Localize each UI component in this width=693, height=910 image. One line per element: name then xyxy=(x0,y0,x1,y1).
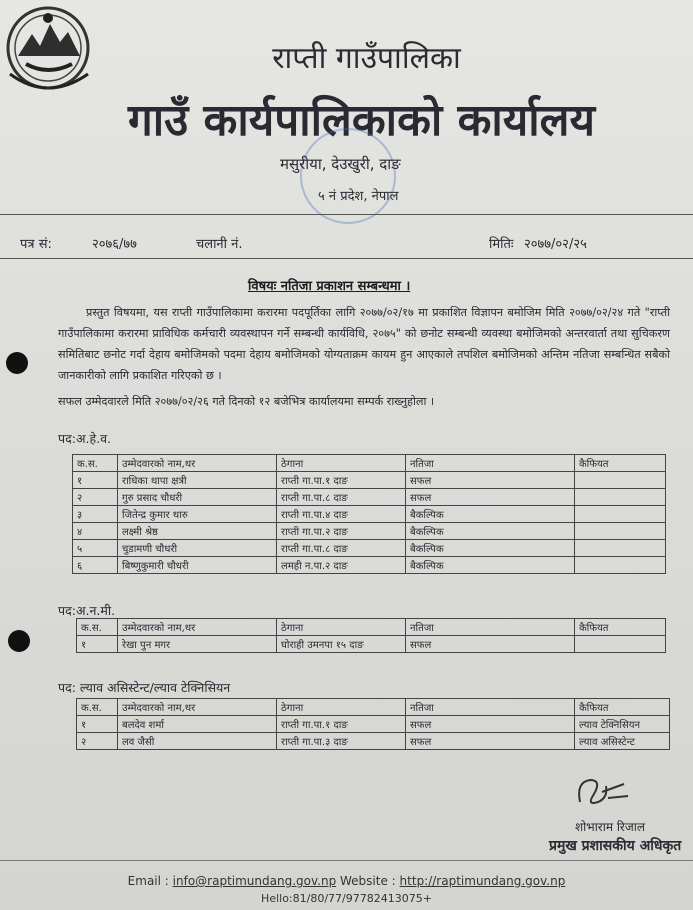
table-row: ४ लक्ष्मी श्रेष्ठ राप्ती गा.पा.२ दाङ बैकल्पिक xyxy=(73,523,666,540)
col-remarks: कैफियत xyxy=(575,455,666,472)
table-row: १ रेखा पुन मगर घोराही उमनपा १५ दाङ सफल xyxy=(77,636,666,653)
table-row: २ लव जैसी राप्ती गा.पा.३ दाङ सफल ल्याव असिस्टेन्ट xyxy=(77,733,670,750)
website-link[interactable]: http://raptimundang.gov.np xyxy=(399,874,566,888)
results-table-lab xyxy=(76,698,670,750)
col-address: ठेगाना xyxy=(277,455,406,472)
post-title-anm: पद:अ.न.मी. xyxy=(58,603,116,618)
footer-contact xyxy=(0,874,693,888)
col-sn: क.स. xyxy=(77,699,118,716)
table-row: १ राधिका थापा क्षत्री राप्ती गा.पा.१ दाङ सफल xyxy=(73,472,666,489)
punch-hole xyxy=(8,630,30,652)
office-province: ५ नं प्रदेश, नेपाल xyxy=(318,189,399,204)
col-address: ठेगाना xyxy=(277,699,406,716)
date-label: मितिः xyxy=(489,237,514,252)
table-header-row xyxy=(77,619,666,636)
col-remarks: कैफियत xyxy=(575,699,670,716)
website-label: Website : xyxy=(340,874,396,888)
table-header-row xyxy=(73,455,666,472)
results-table-ahw xyxy=(72,454,666,574)
office-name: गाउँ कार्यपालिकाको कार्यालय xyxy=(127,95,596,146)
email-link[interactable]: info@raptimundang.gov.np xyxy=(172,874,337,888)
signatory-title: प्रमुख प्रशासकीय अधिकृत xyxy=(549,838,682,854)
col-name: उम्मेदवारको नाम,थर xyxy=(118,699,277,716)
letter-no-label: पत्र सं: xyxy=(20,237,52,252)
col-result: नतिजा xyxy=(406,455,575,472)
punch-hole xyxy=(6,352,28,374)
post-title-lab: पद: ल्याव असिस्टेन्ट/ल्याव टेक्निसियन xyxy=(58,680,231,695)
body-paragraph-1: प्रस्तुत विषयमा, यस राप्ती गाउँपालिकामा करारमा पदपूर्तिका लागि २०७७/०२/१७ मा प्रकाशित विज्ञापन बमोजिम मिति २०७७/०२/२४ गते "राप्ती गाउँपालिकामा करारमा प्राविधिक कर्मचारी व्यवस्थापन गर्ने सम्बन्धी कार्यविधि, २०७५" को छनोट सम्बन्धी व्यवस्था बमोजिमको अन्तरवार्ता तथा सुचिकरण समितिबाट छनोट गर्दा देहाय बमोजिमको पदमा देहाय बमोजिमको योग्यताक्रम कायम हुन आएकाले तपशिल बमोजिमको अन्तिम नतिजा सम्बन्धित सबैको जानकारीको लागि प्रकाशित गरिएको छ । xyxy=(58,306,670,382)
results-table-anm xyxy=(76,618,666,653)
table-row: ५ चुडामणी चौधरी राप्ती गा.पा.८ दाङ बैकल्पिक xyxy=(73,540,666,557)
signature-mark xyxy=(572,772,632,816)
post-title-ahw: पद:अ.हे.व. xyxy=(58,431,112,446)
col-address: ठेगाना xyxy=(277,619,406,636)
body-paragraph-2: सफल उम्मेदवारले मिति २०७७/०२/२६ गते दिनको १२ बजेभित्र कार्यालयमा सम्पर्क राख्नुहोला । xyxy=(58,395,435,408)
header-rule-bottom xyxy=(0,258,693,259)
signatory-name: शोभाराम रिजाल xyxy=(575,820,645,834)
table-row: २ गुरु प्रसाद चौधरी राप्ती गा.पा.८ दाङ सफल xyxy=(73,489,666,506)
col-remarks: कैफियत xyxy=(575,619,666,636)
letter-subject: विषयः नतिजा प्रकाशन सम्बन्धमा । xyxy=(248,279,411,294)
table-row: ६ बिष्णुकुमारी चौधरी लमही न.पा.२ दाङ बैकल्पिक xyxy=(73,557,666,574)
col-name: उम्मेदवारको नाम,थर xyxy=(118,619,277,636)
letter-no: २०७६/७७ xyxy=(92,237,137,252)
col-name: उम्मेदवारको नाम,थर xyxy=(118,455,277,472)
office-stamp xyxy=(300,128,399,224)
office-address: मसुरीया, देउखुरी, दाङ xyxy=(280,155,401,173)
municipality-name: राप्ती गाउँपालिका xyxy=(272,41,461,76)
footer-phone: Hello:81/80/77/97782413075+ xyxy=(261,892,432,905)
table-header-row xyxy=(77,699,670,716)
col-result: नतिजा xyxy=(406,619,575,636)
email-label: Email : xyxy=(127,874,169,888)
dispatch-no-label: चलानी नं. xyxy=(196,237,243,252)
col-result: नतिजा xyxy=(406,699,575,716)
footer-rule xyxy=(0,860,693,861)
table-row: १ बलदेव शर्मा राप्ती गा.पा.१ दाङ सफल ल्याव टेक्निसियन xyxy=(77,716,670,733)
col-sn: क.स. xyxy=(73,455,118,472)
table-row: ३ जितेन्द्र कुमार थारु राप्ती गा.पा.४ दाङ बैकल्पिक xyxy=(73,506,666,523)
header-rule-top xyxy=(0,214,693,215)
col-sn: क.स. xyxy=(77,619,118,636)
letter-date: २०७७/०२/२५ xyxy=(524,237,587,252)
